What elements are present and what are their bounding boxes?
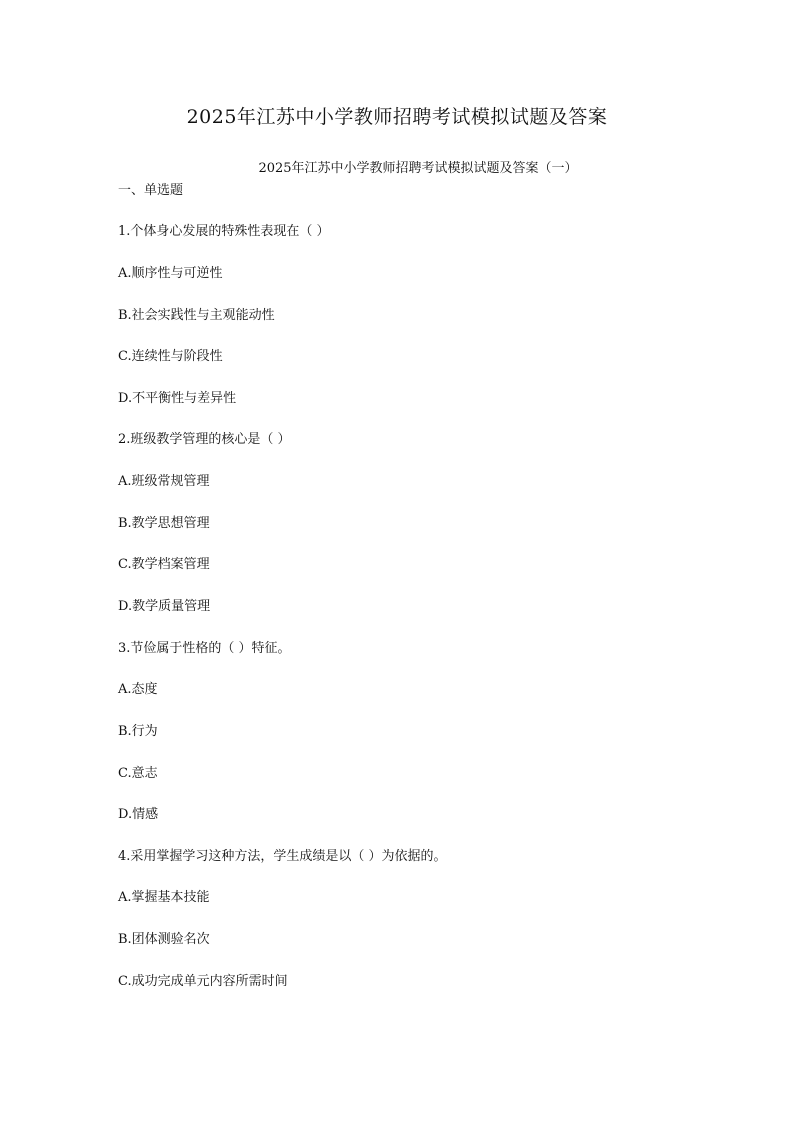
question-2-option-a: A.班级常规管理: [118, 474, 210, 489]
question-4-option-a: A.掌握基本技能: [118, 890, 210, 905]
question-1-option-c: C.连续性与阶段性: [118, 349, 223, 364]
section-heading: 一、单选题: [118, 183, 184, 198]
question-1-option-d: D.不平衡性与差异性: [118, 391, 237, 406]
question-stem-2: 2.班级教学管理的核心是（ ）: [118, 432, 291, 447]
question-stem-1: 1.个体身心发展的特殊性表现在（ ）: [118, 224, 330, 239]
document-title: 2025年江苏中小学教师招聘考试模拟试题及答案: [186, 106, 608, 128]
question-3-option-c: C.意志: [118, 766, 158, 781]
question-stem-4: 4.采用掌握学习这种方法，学生成绩是以（ ）为依据的。: [118, 849, 447, 864]
question-stem-3: 3.节俭属于性格的（ ）特征。: [118, 641, 291, 656]
question-4-option-c: C.成功完成单元内容所需时间: [118, 974, 288, 989]
document-subtitle: 2025年江苏中小学教师招聘考试模拟试题及答案（一）: [258, 161, 578, 176]
question-1-option-b: B.社会实践性与主观能动性: [118, 308, 275, 323]
question-4-option-b: B.团体测验名次: [118, 932, 210, 947]
question-1-option-a: A.顺序性与可逆性: [118, 266, 223, 281]
question-2-option-d: D.教学质量管理: [118, 599, 211, 614]
question-2-option-c: C.教学档案管理: [118, 557, 210, 572]
question-3-option-d: D.情感: [118, 807, 159, 822]
question-3-option-a: A.态度: [118, 682, 158, 697]
question-2-option-b: B.教学思想管理: [118, 516, 210, 531]
question-3-option-b: B.行为: [118, 724, 158, 739]
